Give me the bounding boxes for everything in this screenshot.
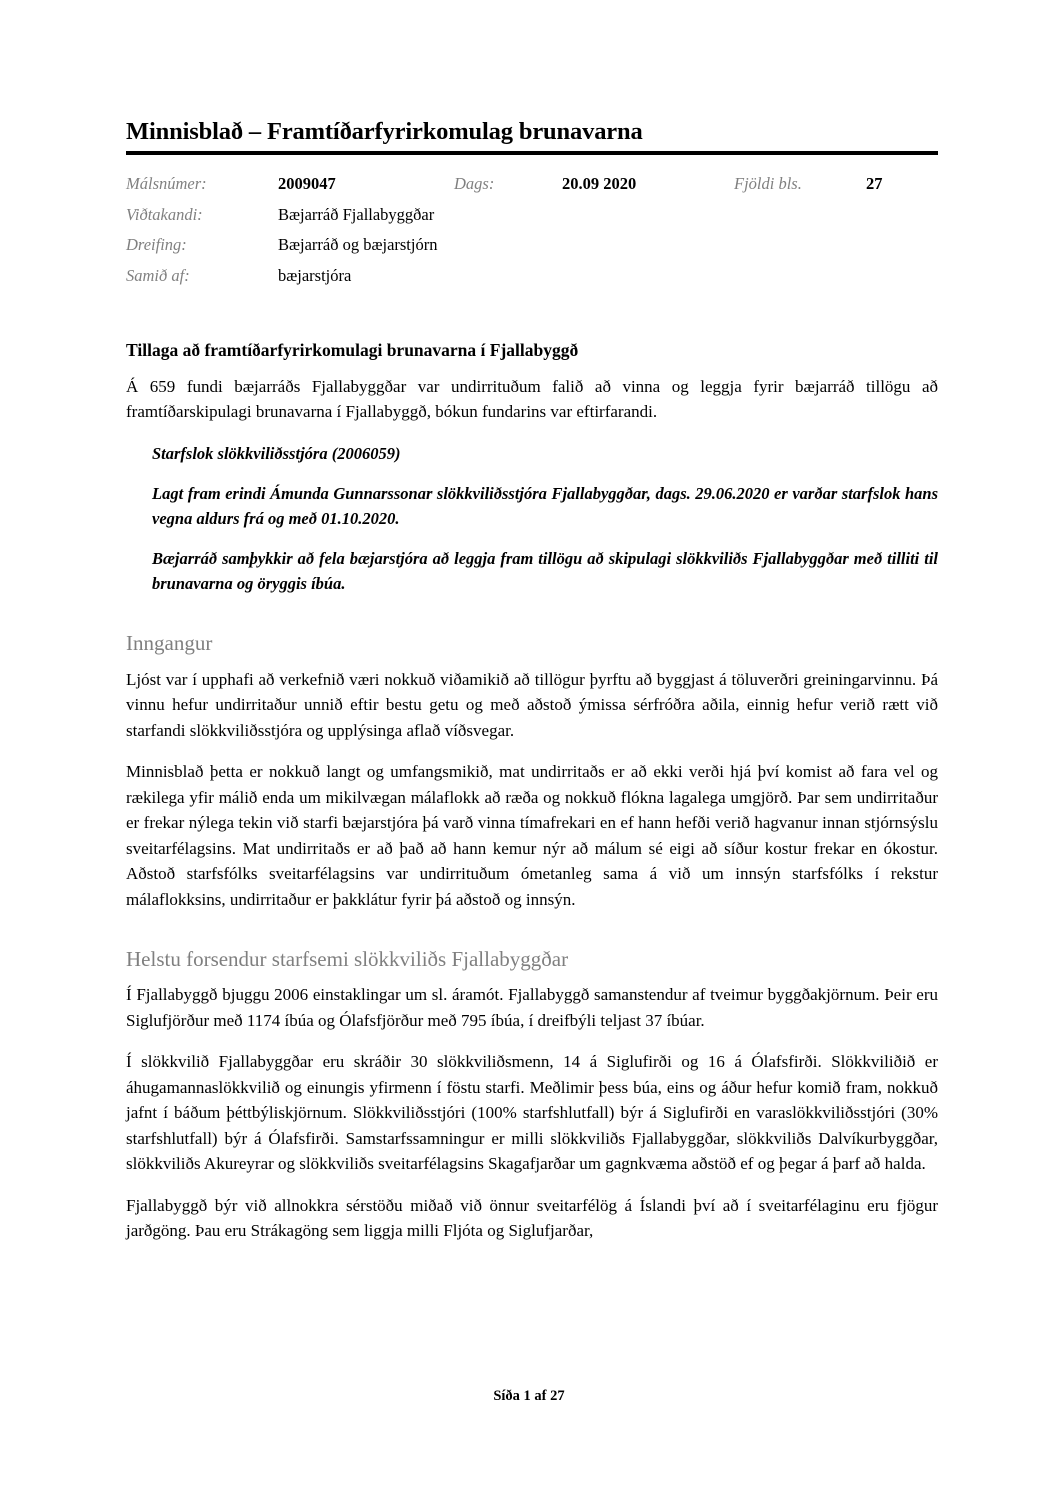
metadata-row-recipient — [126, 200, 938, 230]
distribution-label: Dreifing: — [126, 235, 187, 255]
page-content — [126, 118, 938, 1260]
page-count-value: 27 — [866, 174, 883, 194]
metadata-row-author — [126, 261, 938, 291]
metadata-row-case — [126, 169, 938, 199]
recipient-value: Bæjarráð Fjallabyggðar — [278, 204, 435, 224]
premises-paragraph: Í slökkvilið Fjallabyggðar eru skráðir 30 slökkviliðsmenn, 14 á Siglufirði og 16 á Ólafsfirði. Slökkviliðið er áhugamannaslökkvilið og einungis yfirmenn í föstu starfi. Meðlimir þess búa, eins og áður hefur komið fram, nokkuð jafnt í báðum þéttbýliskjörnum. Slökkviliðsstjóri (100% starfshlutfall) býr á Siglufirði en varaslökkviliðsstjóri (30% starfshlutfall) býr á Ólafsfirði. Samstarfssamningur er milli slökkviliðs Fjallabyggðar, slökkviliðs Dalvíkurbyggðar, slökkviliðs Akureyrar og slökkviliðs sveitarfélagsins Skagafjarðar um gagnkvæma aðstöð ef og þegar á þarf að halda. — [126, 1052, 938, 1174]
introduction-heading: Inngangur — [126, 631, 213, 656]
case-number-value: 2009047 — [278, 174, 336, 194]
quote-paragraph: Starfslok slökkviliðsstjóra (2006059) — [152, 443, 401, 463]
premises-paragraph: Fjallabyggð býr við allnokkra sérstöðu miðað við önnur sveitarfélög á Íslandi því að í sveitarfélaginu eru fjögur jarðgöng. Þau eru Strákagöng sem liggja milli Fljóta og Siglufjarðar, — [126, 1195, 938, 1241]
metadata-row-distribution — [126, 230, 938, 260]
quote-paragraph: Bæjarráð samþykkir að fela bæjarstjóra að leggja fram tillögu að skipulagi slökkviliðs Fjallabyggðar með tilliti til brunavarna og öryggis íbúa. — [152, 549, 938, 594]
date-label: Dags: — [454, 174, 495, 194]
page-footer: Síða 1 af 27 — [493, 1388, 565, 1404]
quote-paragraph: Lagt fram erindi Ámunda Gunnarssonar slökkviliðsstjóra Fjallabyggðar, dags. 29.06.2020 er varðar starfslok hans vegna aldurs frá og með 01.10.2020. — [152, 483, 938, 529]
introduction-paragraph: Ljóst var í upphafi að verkefnið væri nokkuð viðamikið að tillögur þyrftu að byggjast á töluverðri greiningarvinnu. Þá vinnu hefur undirritaður unnið eftir bestu getu og með aðstoð ýmissa sérfróðra aðila, einnig hefur verið rætt við starfandi slökkviliðsstjóra og upplýsinga aflað víðsvegar. — [126, 669, 938, 740]
meeting-minutes-quote — [152, 441, 938, 596]
premises-paragraph: Í Fjallabyggð bjuggu 2006 einstaklingar um sl. áramót. Fjallabyggð samanstendur af tveimur byggðakjörnum. Þeir eru Siglufjörður með 1174 íbúa og Ólafsfjörður með 795 íbúa, í dreifbýli teljast 37 íbúar. — [126, 985, 938, 1030]
author-value: bæjarstjóra — [278, 265, 352, 285]
introduction-paragraph: Minnisblað þetta er nokkuð langt og umfangsmikið, mat undirritaðs er að ekki verði hjá því komist að fara vel og rækilega yfir málið enda um mikilvægan málaflokk að ræða og nokkuð flókna lagalega umgjörð. Þar sem undirritaður er frekar nýlega tekin við starfi bæjarstjóra þá varð vinna tímafrekari en ef hann hefði verið hagvanur innan stjórnsýslu sveitarfélagsins. Mat undirritaðs er að það að hann kemur nýr að málum sé eigi að síður kostur frekar en ókostur. Aðstoð starfsfólks sveitarfélagsins var undirrituðum ómetanleg sama á við um innsýn starfsfólks í rekstur málaflokksins, undirritaður er þakklátur fyrir þá aðstoð og innsýn. — [126, 762, 938, 909]
title-divider — [126, 151, 938, 155]
author-label: Samið af: — [126, 265, 190, 285]
proposal-intro-paragraph: Á 659 fundi bæjarráðs Fjallabyggðar var undirrituðum falið að vinna og leggja fyrir bæjarráð tillögu að framtíðarskipulagi brunavarna í Fjallabyggð, bókun fundarins var eftirfarandi. — [126, 376, 938, 422]
page-count-label: Fjöldi bls. — [734, 174, 802, 194]
date-value: 20.09 2020 — [562, 174, 637, 194]
recipient-label: Viðtakandi: — [126, 204, 203, 224]
case-number-label: Málsnúmer: — [126, 174, 207, 194]
distribution-value: Bæjarráð og bæjarstjórn — [278, 235, 438, 255]
premises-heading: Helstu forsendur starfsemi slökkviliðs Fjallabyggðar — [126, 947, 569, 972]
page-title: Minnisblað – Framtíðarfyrirkomulag brunavarna — [126, 118, 643, 145]
metadata-table — [126, 169, 938, 291]
proposal-heading: Tillaga að framtíðarfyrirkomulagi brunavarna í Fjallabyggð — [126, 340, 579, 361]
